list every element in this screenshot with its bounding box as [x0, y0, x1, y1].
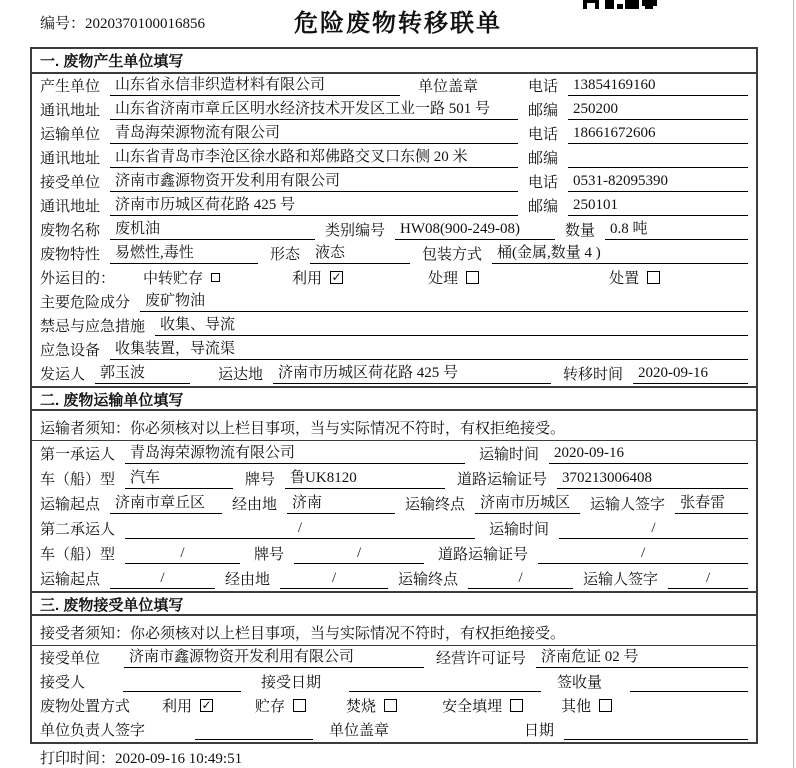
accept-person-label: 接受人 [40, 675, 86, 691]
transporter-zip-value [568, 149, 748, 168]
route1-via-label: 经由地 [232, 497, 278, 513]
route1-sign-label: 运输人签字 [590, 497, 666, 513]
row-hazard-component [32, 290, 756, 314]
section-transport-heading: 二. 废物运输单位填写 [32, 386, 756, 411]
route1-via-value: 济南 [287, 494, 395, 514]
receive-unit-label: 接受单位 [40, 651, 101, 667]
route2-start-label: 运输起点 [40, 572, 101, 588]
print-time [40, 747, 242, 768]
route1-end-value: 济南市历城区 [475, 494, 580, 514]
receiver-address-label: 通讯地址 [40, 199, 101, 215]
emergency-measures-label: 禁忌与应急措施 [40, 319, 146, 335]
row-dispatch [32, 362, 756, 386]
waste-traits-label: 废物特性 [40, 247, 101, 263]
disposal-utilize-label: 利用 [162, 699, 193, 715]
purpose-option-treat [428, 267, 479, 288]
transporter-zip-label: 邮编 [527, 151, 558, 167]
disposal-option-other [561, 695, 612, 716]
waste-qty-label: 数量 [565, 223, 596, 239]
row-vehicle2 [32, 541, 756, 566]
disposal-option-store [255, 695, 306, 716]
emergency-equipment-label: 应急设备 [40, 343, 101, 359]
vehicle2-type-value: / [125, 544, 240, 564]
row-receiver [32, 170, 756, 194]
accept-qty-value [630, 673, 748, 692]
checkbox-transfer-storage [211, 273, 220, 282]
transporter-phone-label: 电话 [527, 127, 558, 143]
carrier2-time-value: / [559, 519, 748, 539]
section-producer [32, 49, 756, 386]
disposal-store-label: 贮存 [255, 699, 286, 715]
carrier1-value: 青岛海荣源物流有限公司 [125, 444, 465, 464]
producer-address-value: 山东省济南市章丘区明水经济技术开发区工业一路 501 号 [110, 100, 518, 120]
receiver-zip-label: 邮编 [527, 199, 558, 215]
row-receive-unit [32, 646, 756, 670]
disposal-other-label: 其他 [561, 699, 592, 715]
carrier1-time-value: 2020-09-16 [549, 444, 748, 464]
receiver-value: 济南市鑫源物资开发利用有限公司 [110, 172, 518, 192]
row-route2 [32, 566, 756, 591]
checkbox-disposal-other [599, 699, 612, 712]
vehicle1-type-label: 车（船）型 [40, 472, 116, 488]
route2-via-label: 经由地 [225, 572, 271, 588]
vehicle1-plate-value: 鲁UK8120 [285, 469, 445, 489]
producer-value: 山东省永信非织造材料有限公司 [110, 76, 400, 96]
row-disposal-method [32, 694, 756, 718]
row-transfer-purpose [32, 266, 756, 290]
purpose-option-transfer-storage [143, 267, 220, 288]
row-emergency-measures [32, 314, 756, 338]
route2-sign-label: 运输人签字 [583, 572, 659, 588]
producer-phone-label: 电话 [527, 79, 558, 95]
route2-sign-value: / [668, 569, 748, 589]
unit-seal-label: 单位盖章 [329, 723, 390, 739]
producer-seal-label: 单位盖章 [418, 79, 479, 95]
purpose-treat-label: 处理 [428, 271, 459, 287]
transfer-purpose-label: 外运目的： [40, 271, 116, 287]
checkbox-dispose [647, 271, 660, 284]
waste-form-value: 液态 [310, 244, 410, 264]
producer-label: 产生单位 [40, 79, 101, 95]
producer-zip-value: 250200 [568, 100, 748, 120]
producer-phone-value: 13854169160 [568, 76, 748, 96]
vehicle2-plate-value: / [294, 544, 424, 564]
waste-pack-label: 包装方式 [422, 247, 483, 263]
section-producer-heading: 一. 废物产生单位填写 [32, 49, 756, 74]
receiver-address-value: 济南市历城区荷花路 425 号 [110, 196, 518, 216]
accept-date-value [349, 673, 541, 692]
checkbox-disposal-store [293, 699, 306, 712]
sign-date-value [564, 721, 748, 740]
print-time-label: 打印时间： [40, 751, 116, 767]
row-producer-address [32, 98, 756, 122]
hazard-component-value: 废矿物油 [140, 292, 748, 312]
waste-form-label: 形态 [270, 247, 301, 263]
disposal-incinerate-label: 焚烧 [346, 699, 377, 715]
row-route1 [32, 491, 756, 516]
route1-start-label: 运输起点 [40, 497, 101, 513]
route2-end-label: 运输终点 [398, 572, 459, 588]
route1-end-label: 运输终点 [405, 497, 466, 513]
route2-start-value: / [110, 569, 215, 589]
row-producer [32, 74, 756, 98]
carrier1-label: 第一承运人 [40, 447, 116, 463]
row-waste-name [32, 218, 756, 242]
carrier2-value: / [125, 519, 475, 539]
producer-zip-label: 邮编 [527, 103, 558, 119]
page-title: 危险废物转移联单 [294, 10, 502, 37]
route2-end-value: / [468, 569, 573, 589]
route2-via-value: / [280, 569, 388, 589]
row-carrier1 [32, 441, 756, 466]
vehicle2-type-label: 车（船）型 [40, 547, 116, 563]
transporter-value: 青岛海荣源物流有限公司 [110, 124, 518, 144]
section-receive-heading: 三. 废物接受单位填写 [32, 591, 756, 616]
section-transport [32, 386, 756, 591]
receiver-phone-value: 0531-82095390 [568, 172, 748, 192]
carrier1-time-label: 运输时间 [479, 447, 540, 463]
waste-code-label: 类别编号 [325, 223, 386, 239]
accept-date-label: 接受日期 [261, 675, 322, 691]
dispatch-dest-value: 济南市历城区荷花路 425 号 [273, 364, 551, 384]
waste-qty-value: 0.8 吨 [605, 220, 748, 240]
section-receive [32, 591, 756, 742]
checkbox-disposal-landfill [510, 699, 523, 712]
qr-code-fragment [583, 0, 657, 10]
document-number [40, 12, 205, 33]
emergency-measures-value: 收集、导流 [155, 316, 748, 336]
purpose-transfer-storage-label: 中转贮存 [143, 271, 204, 287]
page-edge-line [793, 0, 794, 768]
purpose-option-dispose [609, 267, 660, 288]
transporter-phone-value: 18661672606 [568, 124, 748, 144]
producer-address-label: 通讯地址 [40, 103, 101, 119]
transporter-address-label: 通讯地址 [40, 151, 101, 167]
vehicle1-type-value: 汽车 [125, 469, 233, 489]
waste-name-label: 废物名称 [40, 223, 101, 239]
accept-qty-label: 签收量 [557, 675, 603, 691]
unit-signature-value [195, 721, 313, 740]
waste-code-value: HW08(900-249-08) [395, 220, 555, 240]
vehicle2-permit-label: 道路运输证号 [438, 547, 529, 563]
disposal-option-utilize [162, 695, 213, 716]
purpose-utilize-label: 利用 [292, 271, 323, 287]
row-emergency-equipment [32, 338, 756, 362]
row-transporter [32, 122, 756, 146]
checkbox-utilize: ✓ [331, 270, 342, 284]
emergency-equipment-value: 收集装置，导流渠 [110, 340, 748, 360]
receiver-label: 接受单位 [40, 175, 101, 191]
receive-notice: 接受者须知：你必须核对以上栏目事项，当与实际情况不符时，有权拒绝接受。 [32, 616, 756, 646]
row-transporter-address [32, 146, 756, 170]
vehicle1-permit-value: 370213006408 [557, 469, 748, 489]
transporter-label: 运输单位 [40, 127, 101, 143]
disposal-option-landfill [442, 695, 523, 716]
receiver-phone-label: 电话 [527, 175, 558, 191]
purpose-option-utilize [292, 267, 343, 288]
receive-license-label: 经营许可证号 [436, 651, 527, 667]
disposal-option-incinerate [346, 695, 397, 716]
row-receiver-address [32, 194, 756, 218]
route1-sign-value: 张春雷 [675, 494, 748, 514]
waste-traits-value: 易燃性,毒性 [110, 244, 258, 264]
dispatch-time-value: 2020-09-16 [633, 364, 748, 384]
carrier2-time-label: 运输时间 [489, 522, 550, 538]
hazard-component-label: 主要危险成分 [40, 295, 131, 311]
purpose-dispose-label: 处置 [609, 271, 640, 287]
manifest-form [30, 47, 758, 744]
vehicle2-plate-label: 牌号 [254, 547, 285, 563]
sign-date-label: 日期 [524, 723, 555, 739]
accept-person-value [123, 673, 241, 692]
dispatch-sender-value: 郭玉波 [95, 364, 190, 384]
route1-start-value: 济南市章丘区 [110, 494, 222, 514]
receive-license-value: 济南危证 02 号 [536, 648, 748, 668]
receive-unit-value: 济南市鑫源物资开发利用有限公司 [124, 648, 424, 668]
checkbox-disposal-incinerate [384, 699, 397, 712]
checkbox-disposal-utilize: ✓ [201, 698, 212, 712]
disposal-landfill-label: 安全填埋 [442, 699, 503, 715]
row-unit-signature [32, 718, 756, 742]
waste-pack-value: 桶(金属,数量 4 ) [492, 244, 748, 264]
row-carrier2 [32, 516, 756, 541]
document-number-value: 2020370100016856 [85, 16, 206, 32]
dispatch-sender-label: 发运人 [40, 367, 86, 383]
row-waste-traits [32, 242, 756, 266]
vehicle2-permit-value: / [538, 544, 748, 564]
document-number-label: 编号： [40, 16, 86, 32]
print-time-value: 2020-09-16 10:49:51 [115, 751, 243, 767]
dispatch-time-label: 转移时间 [563, 367, 624, 383]
dispatch-dest-label: 运达地 [218, 367, 264, 383]
waste-name-value: 废机油 [110, 220, 315, 240]
row-vehicle1 [32, 466, 756, 491]
checkbox-treat [466, 271, 479, 284]
carrier2-label: 第二承运人 [40, 522, 116, 538]
row-accept [32, 670, 756, 694]
disposal-method-label: 废物处置方式 [40, 699, 131, 715]
transport-notice: 运输者须知：你必须核对以上栏目事项，当与实际情况不符时，有权拒绝接受。 [32, 411, 756, 441]
vehicle1-permit-label: 道路运输证号 [457, 472, 548, 488]
vehicle1-plate-label: 牌号 [245, 472, 276, 488]
receiver-zip-value: 250101 [568, 196, 748, 216]
transporter-address-value: 山东省青岛市李沧区徐水路和郑佛路交叉口东侧 20 米 [110, 148, 518, 168]
unit-signature-label: 单位负责人签字 [40, 723, 146, 739]
